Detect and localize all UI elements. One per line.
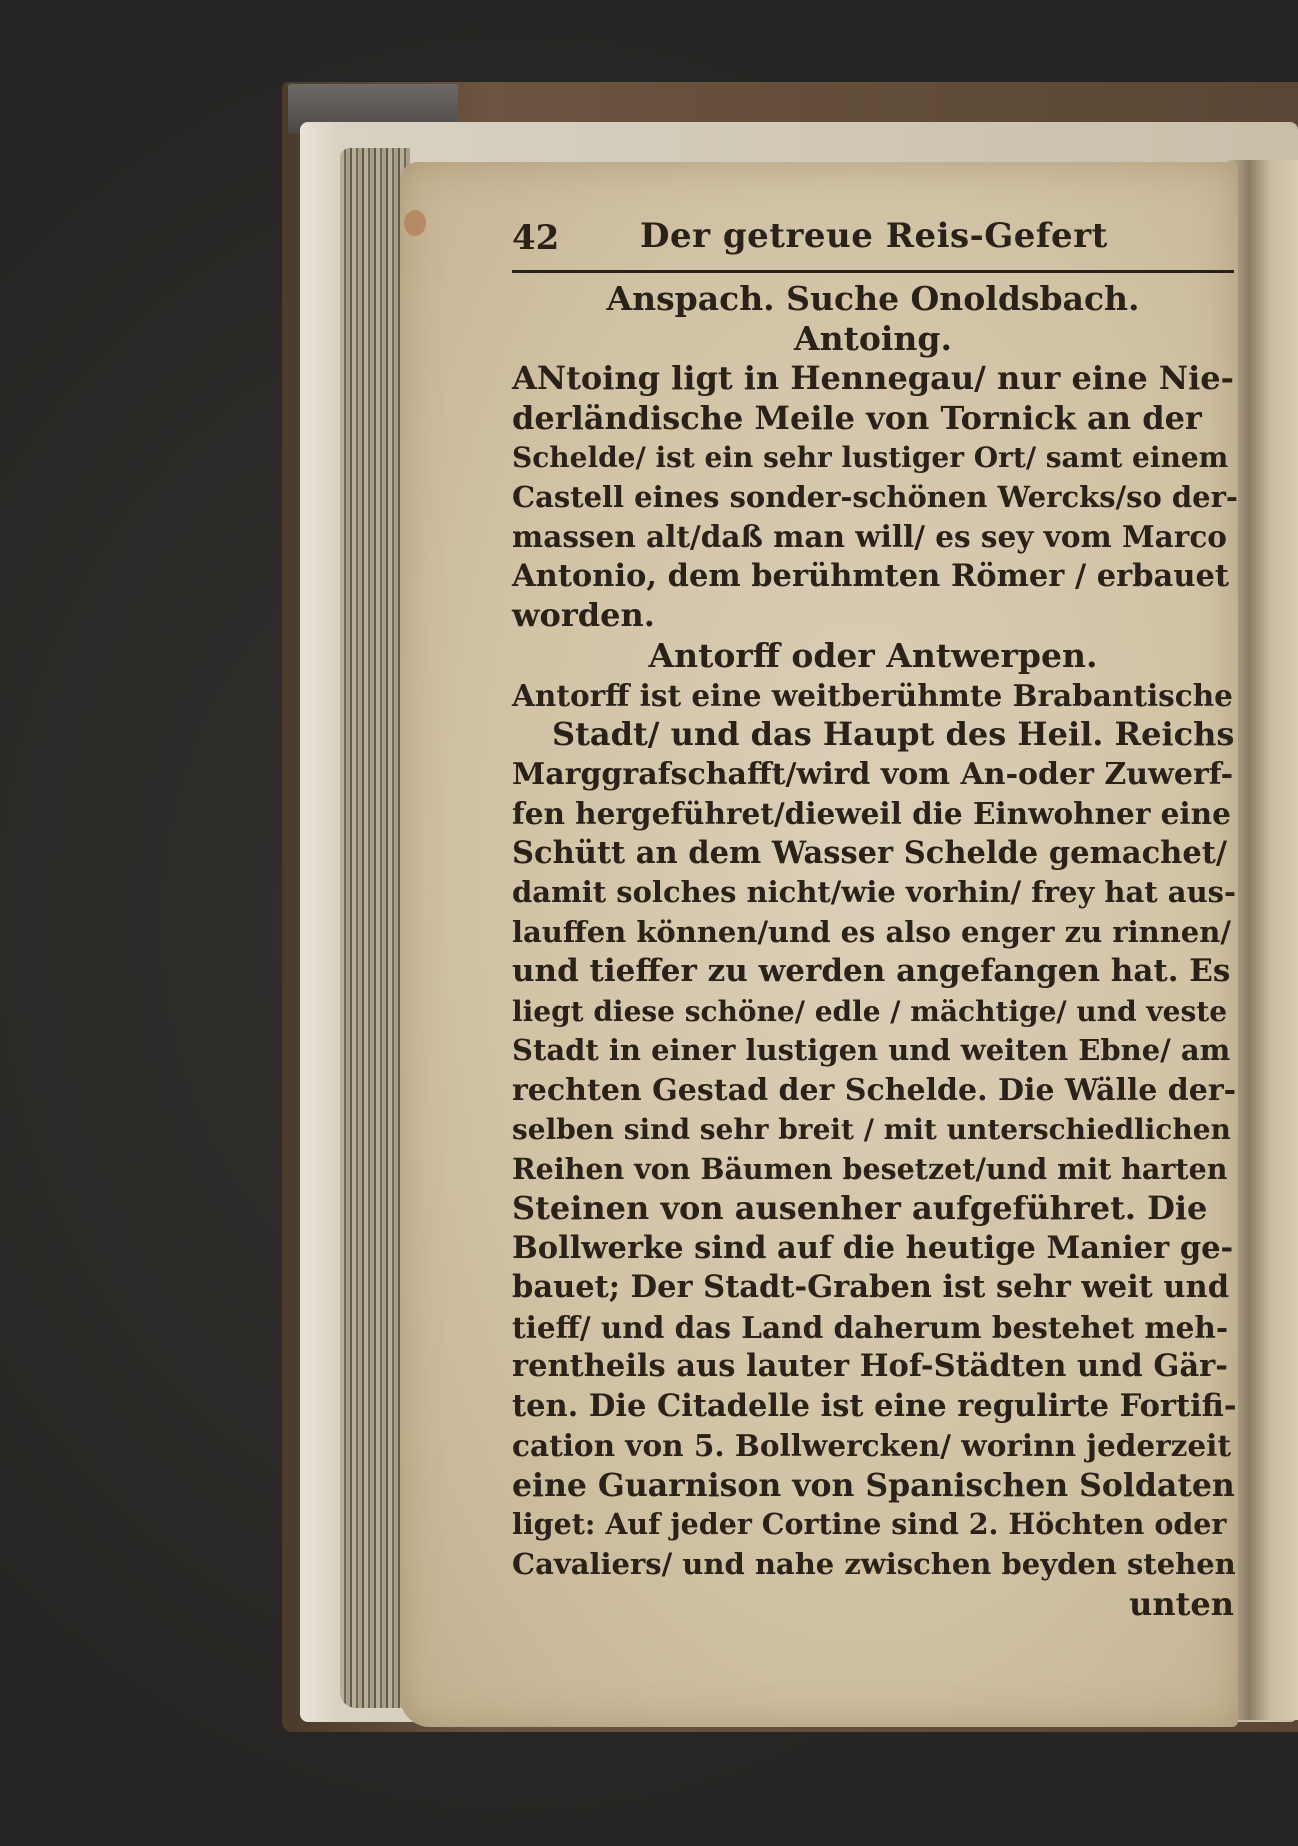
entry-body-antorff <box>512 676 1237 1585</box>
entry-body-antoing <box>512 359 1238 636</box>
spine-gutter <box>1228 160 1298 1720</box>
text-line: Antonio, dem berühmten Römer / erbauet <box>512 557 1229 594</box>
text-line: worden. <box>512 596 655 634</box>
entry-heading-antoing: Antoing. <box>794 319 952 358</box>
text-line: selben sind sehr breit / mit unterschiedlichen <box>512 1113 1231 1146</box>
text-line: cation von 5. Bollwercken/ worinn jederzeit <box>512 1428 1232 1463</box>
text-line: ten. Die Citadelle ist eine regulirte Fortifi- <box>512 1387 1237 1424</box>
text-line: liegt diese schöne/ edle / mächtige/ und veste <box>512 994 1228 1028</box>
text-line: Bollwerke sind auf die heutige Manier ge- <box>512 1229 1234 1266</box>
entry-heading-antorff: Antorff oder Antwerpen. <box>648 635 1098 675</box>
text-line: tieff/ und das Land daherum bestehet meh- <box>512 1309 1229 1345</box>
text-line: fen hergeführet/dieweil die Einwohner eine <box>512 796 1231 831</box>
text-line: Schelde/ ist ein sehr lustiger Ort/ samt einem <box>512 441 1229 474</box>
running-head: Der getreue Reis-Gefert <box>640 216 1108 256</box>
paper-stain <box>404 210 426 236</box>
text-line: Antorff ist eine weitberühmte Brabantische <box>512 677 1233 713</box>
text-line: Schütt an dem Wasser Schelde gemachet/ <box>512 834 1227 871</box>
text-line: massen alt/daß man will/ es sey vom Marco <box>512 519 1227 554</box>
page-header <box>512 214 1234 273</box>
text-line: eine Guarnison von Spanischen Soldaten <box>512 1466 1235 1504</box>
text-line: rentheils aus lauter Hof-Städten und Gär- <box>512 1348 1228 1384</box>
text-line: derländische Meile von Tornick an der <box>512 398 1202 437</box>
text-line: rechten Gestad der Schelde. Die Wälle der- <box>512 1072 1237 1108</box>
text-line: Stadt in einer lustigen und weiten Ebne/ am <box>512 1033 1231 1067</box>
text-line: Marggrafschafft/wird vom An-oder Zuwerf- <box>512 756 1234 792</box>
text-line: Castell eines sonder-schönen Wercks/so der- <box>512 479 1238 514</box>
text-line: bauet; Der Stadt-Graben ist sehr weit und <box>512 1269 1230 1305</box>
text-line: und tieffer zu werden angefangen hat. Es <box>512 953 1231 989</box>
text-line: Stadt/ und das Haupt des Heil. Reichs <box>552 715 1235 753</box>
page-number: 42 <box>512 218 560 258</box>
text-line: Reihen von Bäumen besetzet/und mit harten <box>512 1151 1228 1186</box>
text-block <box>512 214 1238 1624</box>
text-line: Cavaliers/ und nahe zwischen beyden stehen <box>512 1546 1236 1581</box>
text-line: liget: Auf jeder Cortine sind 2. Höchten oder <box>512 1507 1227 1541</box>
text-line: damit solches nicht/wie vorhin/ frey hat aus- <box>512 875 1237 909</box>
text-line: Steinen von ausenher aufgeführet. Die <box>512 1189 1208 1227</box>
catchword: unten <box>1129 1585 1234 1623</box>
entry-heading-anspach: Anspach. Suche Onoldsbach. <box>606 279 1140 318</box>
text-line: lauffen können/und es also enger zu rinnen/ <box>512 914 1231 949</box>
text-line: ANtoing ligt in Hennegau/ nur eine Nie- <box>512 359 1234 397</box>
